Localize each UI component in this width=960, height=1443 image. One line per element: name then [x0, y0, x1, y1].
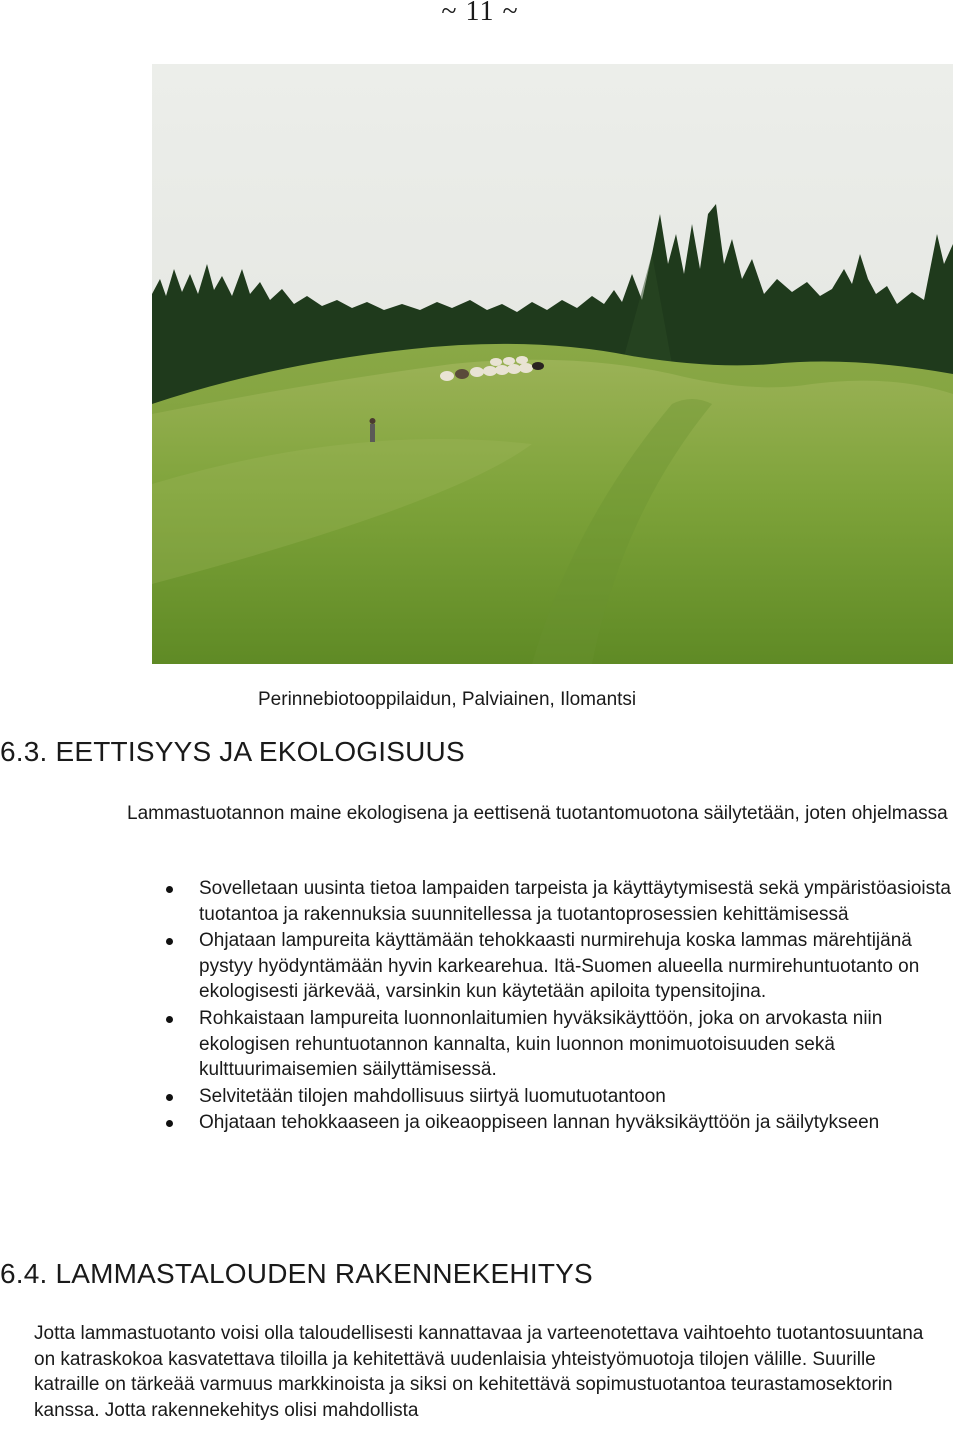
list-item-text: Ohjataan tehokkaaseen ja oikeaoppiseen lannan hyväksikäyttöön ja säilytykseen	[199, 1112, 880, 1134]
list-item	[166, 1110, 956, 1136]
bullet-list	[166, 876, 956, 1136]
bullet-icon	[166, 938, 173, 945]
photo-illustration	[152, 64, 953, 664]
list-item	[166, 876, 956, 927]
list-item-text: Sovelletaan uusinta tietoa lampaiden tarpeista ja käyttäytymisestä sekä ympäristöasioista tuotantoa ja rakennuksia suunnitellessa ja tuotantoprosessien kehittämisessä	[199, 878, 951, 925]
list-item-text: Selvitetään tilojen mahdollisuus siirtyä luomutuotantoon	[199, 1085, 666, 1107]
section-body: Jotta lammastuotanto voisi olla taloudellisesti kannattavaa ja varteenotettava vaihtoehto tuotantosuuntana on katraskokoa kasvatettava tiloilla ja kehitettävä uudenlaisia yhteistyömuotoja tilojen välille. Suurille katraille on tärkeää varmuus markkinoista ja siksi on kehitettävä sopimustuotantoa teurastamosektorin kanssa. Jotta rakennekehitys olisi mahdollista	[34, 1323, 924, 1421]
page-number: ~ 11 ~	[441, 0, 519, 27]
list-item-text: Rohkaistaan lampureita luonnonlaitumien hyväksikäyttöön, joka on arvokasta niin ekologisen rehuntuotannon kannalta, kuin luonnon monimuotoisuuden sekä kulttuurimaisemien säilyttämisessä.	[199, 1007, 883, 1081]
section-heading-6-4: 6.4. LAMMASTALOUDEN RAKENNEKEHITYS	[0, 1258, 593, 1289]
list-item	[166, 1084, 956, 1110]
bullet-icon	[166, 1120, 173, 1127]
sheep-pasture-photo	[152, 64, 953, 664]
shepherd	[370, 418, 376, 442]
photo-caption: Perinnebiotooppilaidun, Palviainen, Ilomantsi	[258, 689, 637, 710]
list-item	[166, 928, 956, 1005]
section-heading-6-3: 6.3. EETTISYYS JA EKOLOGISUUS	[0, 736, 465, 767]
bullet-icon	[166, 886, 173, 893]
list-item	[166, 1006, 956, 1083]
section-intro: Lammastuotannon maine ekologisena ja eettisenä tuotantomuotona säilytetään, joten ohjelmassa	[127, 803, 948, 824]
list-item-text: Ohjataan lampureita käyttämään tehokkaasti nurmirehuja koska lammas märehtijänä pystyy hyödyntämään hyvin karkearehua. Itä-Suomen alueella nurmirehuntuotanto on ekologisesti järkevää, varsinkin kun käytetään apiloita typensitojina.	[199, 930, 920, 1003]
bullet-icon	[166, 1094, 173, 1101]
bullet-icon	[166, 1016, 173, 1023]
